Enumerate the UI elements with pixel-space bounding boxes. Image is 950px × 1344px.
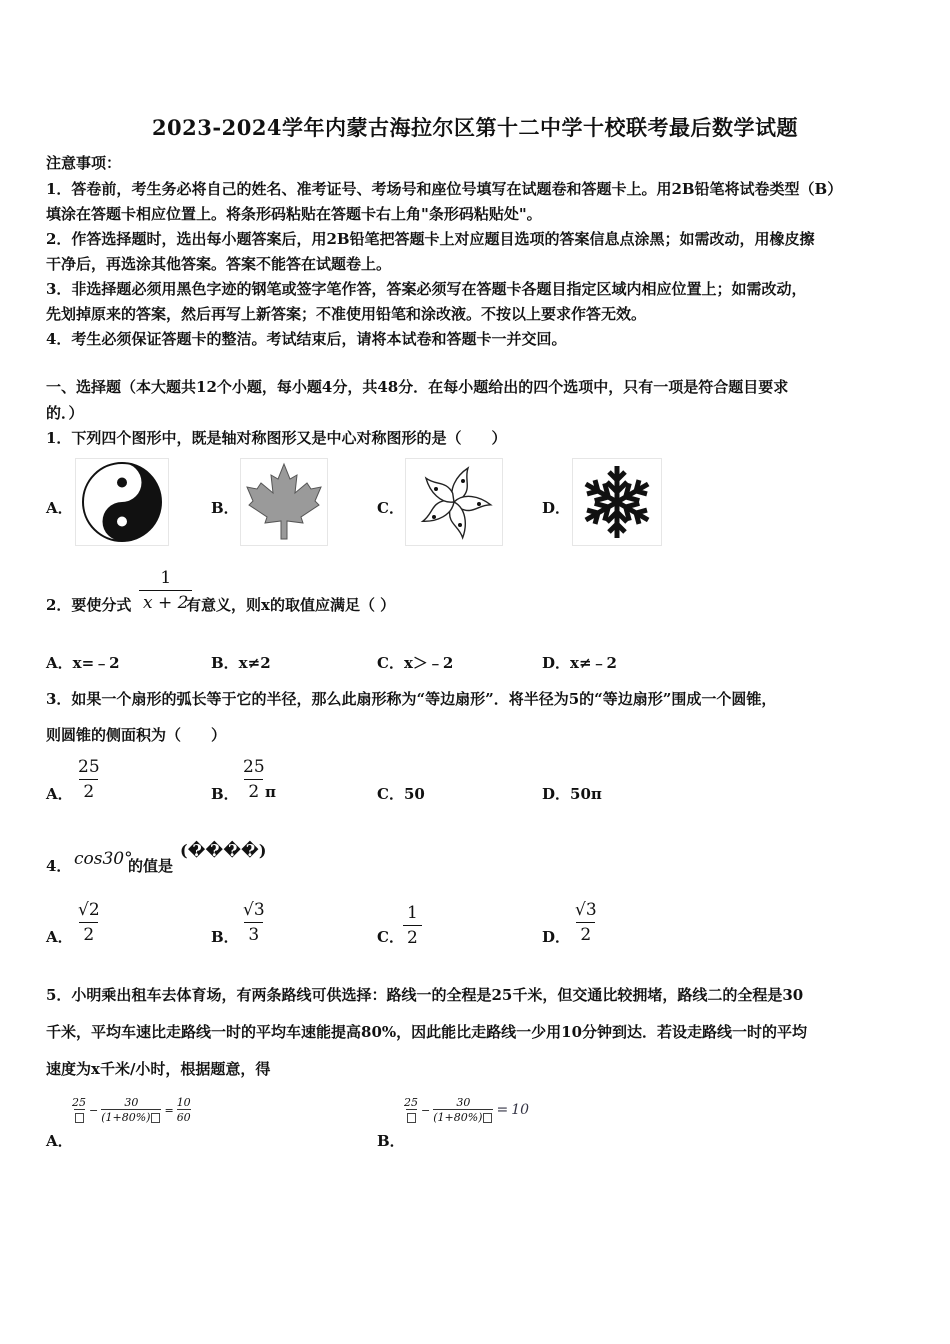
- yin-yang-icon: [76, 459, 168, 545]
- q5-a-term1: [72, 1096, 86, 1124]
- q2-option-a: A．x=﹣2: [46, 654, 120, 672]
- q5-b-equals: =: [496, 1102, 509, 1118]
- q5-option-a-equation: [72, 1096, 191, 1124]
- q4-option-c-fraction: [403, 903, 422, 948]
- notes-line-2: 填涂在答题卡相应位置上。将条形码粘贴在答题卡右上角"条形码粘贴处"。: [46, 205, 542, 223]
- q4-option-a-label: A．: [46, 928, 73, 946]
- notes-heading: 注意事项：: [46, 154, 122, 172]
- q2-fraction-denominator: x + 2: [139, 590, 192, 613]
- q4-option-b-label: B．: [211, 928, 239, 946]
- q4-option-d-numerator: √3: [575, 900, 597, 920]
- q3-option-c: C．50: [377, 785, 425, 803]
- maple-leaf-icon: [241, 459, 327, 545]
- notes-line-6: 先划掉原来的答案，然后再写上新答案；不准使用铅笔和涂改液。不按以上要求作答无效。: [46, 305, 647, 323]
- q5-a-equals: =: [164, 1103, 174, 1117]
- q5-b-term1-num: 25: [404, 1096, 418, 1109]
- q3-option-b-suffix: π: [265, 783, 276, 801]
- q4-garbled-text: (����): [180, 841, 267, 860]
- q4-option-b-numerator: √3: [243, 900, 265, 920]
- q4-option-a-fraction: [74, 900, 104, 945]
- q2-fraction-numerator: 1: [160, 568, 172, 588]
- q5-stem-1: 5．小明乘出租车去体育场，有两条路线可供选择：路线一的全程是25千米，但交通比较拥堵，路线二的全程是30: [46, 986, 804, 1004]
- snowflake-icon: [573, 459, 661, 545]
- q3-stem-1: 3．如果一个扇形的弧长等于它的半径，那么此扇形称为“等边扇形”．将半径为5的“等边扇形”围成一个圆锥，: [46, 690, 777, 708]
- q1-option-a-label: A．: [46, 499, 73, 517]
- q4-expression: cos30°: [74, 849, 133, 869]
- q5-a-minus: −: [89, 1103, 99, 1117]
- q3-option-a-label: A．: [46, 785, 73, 803]
- q2-stem-end: 有意义，则x的取值应满足（ ）: [186, 596, 396, 614]
- q4-label: 4．: [46, 857, 72, 875]
- q5-a-term1-den: [74, 1109, 85, 1124]
- q3-option-a-denominator: 2: [79, 779, 98, 802]
- q5-b-term2-num: 30: [456, 1096, 471, 1109]
- q1-option-b-image: [240, 458, 328, 546]
- q5-b-term2-den-text: (1+80%): [433, 1111, 483, 1124]
- notes-line-1: 1．答卷前，考生务必将自己的姓名、准考证号、考场号和座位号填写在试题卷和答题卡上。用2B铅笔将试卷类型（B）: [46, 180, 843, 198]
- q5-option-b-label: B．: [377, 1132, 405, 1150]
- q5-a-term2-num: 30: [124, 1096, 139, 1109]
- bauhinia-flower-icon: [406, 459, 502, 545]
- q4-option-b-fraction: [239, 900, 269, 945]
- q3-option-a-fraction: [74, 757, 104, 802]
- q2-option-b: B．x≠2: [211, 654, 271, 672]
- notes-line-5: 3．非选择题必须用黑色字迹的钢笔或签字笔作答，答案必须写在答题卡各题目指定区域内相应位置上；如需改动，: [46, 280, 807, 298]
- q5-a-term2-den-text: (1+80%): [101, 1111, 151, 1124]
- q4-option-d-fraction: [571, 900, 601, 945]
- q4-option-a-denominator: 2: [79, 922, 98, 945]
- q4-option-c-numerator: 1: [407, 903, 418, 923]
- q5-b-term2-den: [433, 1109, 493, 1124]
- q5-a-term2: [101, 1096, 161, 1124]
- q4-option-d-denominator: 2: [576, 922, 595, 945]
- q3-option-b-denominator: 2: [244, 779, 263, 802]
- notes-line-4: 干净后，再选涂其他答案。答案不能答在试题卷上。: [46, 255, 392, 273]
- q1-option-c-image: [405, 458, 503, 546]
- q2-option-d: D．x≠﹣2: [542, 654, 617, 672]
- q3-option-a-numerator: 25: [78, 757, 100, 777]
- q5-stem-2: 千米，平均车速比走路线一时的平均车速能提高80%，因此能比走路线一少用10分钟到达．若设走路线一时的平均: [46, 1023, 808, 1041]
- page-title: 2023-2024学年内蒙古海拉尔区第十二中学十校联考最后数学试题: [151, 115, 799, 140]
- q2-option-c: C．x＞﹣2: [377, 654, 454, 672]
- q5-a-rhs-num: 10: [176, 1096, 191, 1109]
- q3-option-b-numerator: 25: [243, 757, 265, 777]
- q1-option-b-label: B．: [211, 499, 239, 517]
- q5-a-rhs-den: 60: [176, 1111, 191, 1124]
- q4-option-c-denominator: 2: [403, 925, 422, 948]
- q1-option-d-image: [572, 458, 662, 546]
- q1-option-c-label: C．: [377, 499, 404, 517]
- q2-stem-start: 2．要使分式: [46, 596, 132, 614]
- q4-option-d-label: D．: [542, 928, 571, 946]
- q5-b-term1-den: [406, 1109, 417, 1124]
- q5-b-term1: [404, 1096, 418, 1124]
- q5-option-b-equation: [404, 1096, 529, 1124]
- q1-stem: 1．下列四个图形中，既是轴对称图形又是中心对称图形的是（ ）: [46, 429, 507, 447]
- q3-stem-2: 则圆锥的侧面积为（ ）: [46, 726, 227, 744]
- q4-option-b-denominator: 3: [244, 922, 263, 945]
- q5-b-term2: [433, 1096, 493, 1124]
- section-heading-2: 的．）: [46, 404, 84, 422]
- q4-stem-end: 的值是: [128, 857, 174, 875]
- q5-b-minus: −: [421, 1103, 431, 1117]
- q1-option-a-image: [75, 458, 169, 546]
- q5-a-term1-num: 25: [72, 1096, 86, 1109]
- notes-line-3: 2．作答选择题时，选出每小题答案后，用2B铅笔把答题卡上对应题目选项的答案信息点涂黑；如需改动，用橡皮擦: [46, 230, 815, 248]
- q2-fraction: [139, 568, 192, 613]
- section-heading-1: 一、选择题（本大题共12个小题，每小题4分，共48分．在每小题给出的四个选项中，只有一项是符合题目要求: [46, 378, 789, 396]
- q5-stem-3: 速度为x千米/小时，根据题意，得: [46, 1060, 271, 1078]
- notes-line-7: 4．考生必须保证答题卡的整洁。考试结束后，请将本试卷和答题卡一并交回。: [46, 330, 567, 348]
- q4-option-c-label: C．: [377, 928, 404, 946]
- q5-b-rhs: 10: [511, 1102, 530, 1118]
- q5-option-a-label: A．: [46, 1132, 73, 1150]
- q3-option-b-label: B．: [211, 785, 239, 803]
- q5-a-rhs: [177, 1096, 191, 1124]
- q1-option-d-label: D．: [542, 499, 571, 517]
- q3-option-d: D．50π: [542, 785, 602, 803]
- q4-option-a-numerator: √2: [78, 900, 100, 920]
- q5-a-term2-den: [101, 1109, 161, 1124]
